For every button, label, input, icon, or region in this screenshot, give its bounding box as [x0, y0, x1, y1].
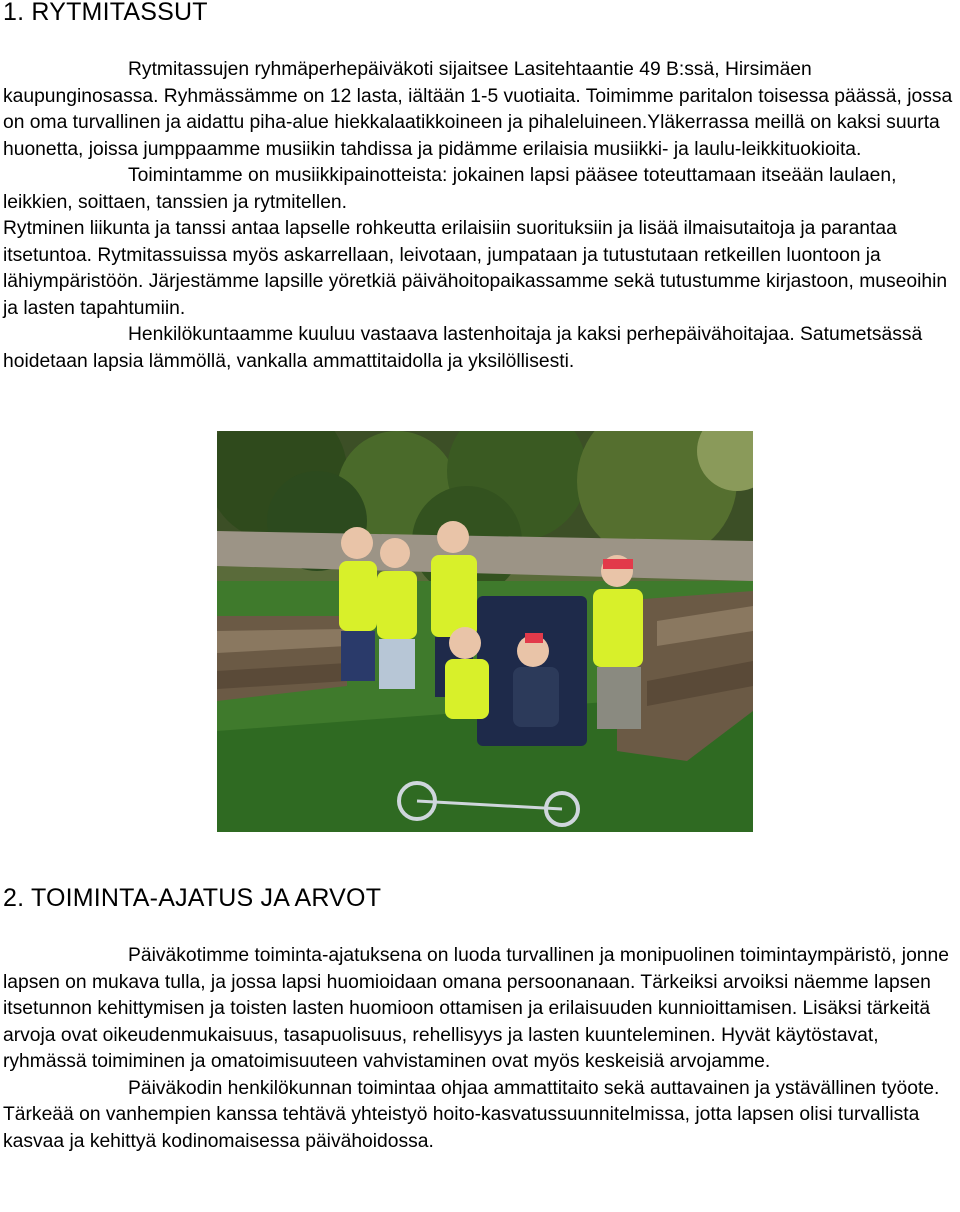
section-2-paragraph-1: Päiväkotimme toiminta-ajatuksena on luoda turvallinen ja monipuolinen toimintaympäristö, jonne lapsen on mukava tulla, ja jossa lapsi huomioidaan omana persoonanaan. Tärkeiksi arvoiksi näemme lapsen itsetunnon kehittymisen ja toisten lasten huomioon ottamisen ja erilaisuuden kunnioittamisen. Lisäksi tärkeitä arvoja ovat oikeudenmukaisuus, tasapuolisuus, rehellisyys ja lasten kuunteleminen. Hyvät käytöstavat, ryhmässä toimiminen ja omatoimisuuteen vahvistaminen ovat myös keskeisiä arvojamme.	[3, 945, 949, 1072]
section-2-paragraph-2: Päiväkodin henkilökunnan toimintaa ohjaa ammattitaito sekä auttavainen ja ystävällinen työote. Tärkeää on vanhempien kanssa tehtävä yhteistyö hoito-kasvatussuunnitelmissa, jotta lapsen olisi turvallista kasvaa ja kehittyä kodinomaisessa päivähoidossa.	[3, 1077, 940, 1152]
section-2-heading: 2. TOIMINTA-AJATUS JA ARVOT	[3, 884, 382, 912]
section-1-paragraph-4: Henkilökuntaamme kuuluu vastaava lastenhoitaja ja kaksi perhepäivähoitajaa. Satumetsässä hoidetaan lapsia lämmöllä, vankalla ammattitaidolla ja yksilöllisesti.	[3, 324, 923, 372]
section-1-paragraph-1: Rytmitassujen ryhmäperhepäiväkoti sijaitsee Lasitehtaantie 49 B:ssä, Hirsimäen kaupunginosassa. Ryhmässämme on 12 lasta, iältään 1-5 vuotiaita. Toimimme paritalon toisessa päässä, jossa on oma turvallinen ja aidattu piha-alue hiekkalaatikkoineen ja pihaleluineen.Yläkerrassa meillä on kaksi suurta huonetta, joissa jumppaamme musiikin tahdissa ja pidämme erilaisia musiikki- ja laulu-leikkituokioita.	[3, 59, 953, 160]
photo-illustration	[217, 431, 753, 832]
section-1-text	[3, 57, 960, 375]
children-group-photo	[217, 431, 753, 832]
section-1-paragraph-3: Rytminen liikunta ja tanssi antaa lapselle rohkeutta erilaisiin suorituksiin ja lisää ilmaisutaitoja ja parantaa itsetuntoa. Rytmitassuissa myös askarrellaan, leivotaan, jumpataan ja tutustutaan retkeillen luontoon ja lähiympäristöön. Järjestämme lapsille yöretkiä päivähoitopaikassamme sekä tutustumme kirjastoon, museoihin ja lasten tapahtumiin.	[3, 218, 948, 319]
section-2-text	[3, 943, 960, 1155]
section-1-heading: 1. RYTMITASSUT	[3, 0, 208, 26]
section-1-paragraph-2: Toimintamme on musiikkipainotteista: jokainen lapsi pääsee toteuttamaan itseään laulaen, leikkien, soittaen, tanssien ja rytmitellen.	[3, 165, 897, 213]
